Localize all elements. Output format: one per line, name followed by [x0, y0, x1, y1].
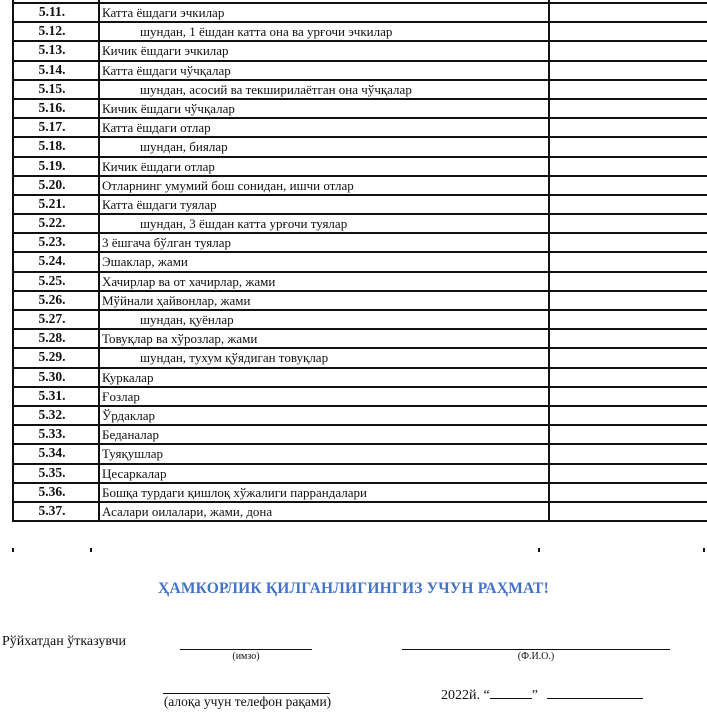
row-value-field[interactable]: [549, 502, 707, 521]
row-value-field[interactable]: [549, 291, 707, 310]
row-value-field[interactable]: [549, 137, 707, 156]
table-tail-lines: [12, 548, 705, 552]
row-value-field[interactable]: [549, 80, 707, 99]
table-row: [13, 272, 707, 291]
table-row: [13, 195, 707, 214]
table-row: [13, 483, 707, 502]
row-value-field[interactable]: [549, 406, 707, 425]
row-label: Беданалар: [99, 425, 549, 444]
table-row: [13, 291, 707, 310]
row-label: 3 ёшгача бўлган туялар: [99, 233, 549, 252]
row-label: Кичик ёшдаги отлар: [99, 157, 549, 176]
row-value-field[interactable]: [549, 483, 707, 502]
row-value-field[interactable]: [549, 252, 707, 271]
row-number: 5.31.: [13, 387, 99, 406]
table-tail-line: [703, 548, 705, 552]
table-row: [13, 444, 707, 463]
row-number: 5.17.: [13, 118, 99, 137]
table-tail-line: [90, 548, 92, 552]
thank-you-heading: ҲАМКОРЛИК ҚИЛГАНЛИГИНГИЗ УЧУН РАҲМАТ!: [158, 580, 549, 597]
table-row: [13, 348, 707, 367]
row-number: 5.29.: [13, 348, 99, 367]
signature-caption: (имзо): [232, 651, 260, 662]
row-number: 5.32.: [13, 406, 99, 425]
table-row: [13, 99, 707, 118]
row-number: 5.24.: [13, 252, 99, 271]
row-label: Катта ёшдаги отлар: [99, 118, 549, 137]
table-row: [13, 387, 707, 406]
row-label: Туяқушлар: [99, 444, 549, 463]
row-label: Кичик ёшдаги эчкилар: [99, 41, 549, 60]
row-value-field[interactable]: [549, 348, 707, 367]
row-value-field[interactable]: [549, 214, 707, 233]
table-row: [13, 80, 707, 99]
registrar-label: Рўйхатдан ўтказувчи: [2, 634, 126, 649]
row-number: 5.19.: [13, 157, 99, 176]
row-number: 5.18.: [13, 137, 99, 156]
table-row: [13, 214, 707, 233]
signature-line[interactable]: [180, 649, 312, 650]
row-value-field[interactable]: [549, 425, 707, 444]
row-number: 5.21.: [13, 195, 99, 214]
row-number: 5.15.: [13, 80, 99, 99]
row-number: 5.30.: [13, 368, 99, 387]
table-row: [13, 137, 707, 156]
phone-caption: (алоқа учун телефон рақами): [163, 694, 332, 709]
row-label: шундан, 3 ёшдан катта урғочи туялар: [99, 214, 549, 233]
row-value-field[interactable]: [549, 118, 707, 137]
row-value-field[interactable]: [549, 41, 707, 60]
table-body: [13, 0, 707, 521]
table-row: [13, 157, 707, 176]
row-label: Ўрдаклар: [99, 406, 549, 425]
row-value-field[interactable]: [549, 176, 707, 195]
table-row: [13, 310, 707, 329]
row-value-field[interactable]: [549, 195, 707, 214]
row-label: шундан, асосий ва текширилаётган она чўчқалар: [99, 80, 549, 99]
row-number: 5.33.: [13, 425, 99, 444]
livestock-survey-table: [12, 0, 705, 522]
row-label: Хачирлар ва от хачирлар, жами: [99, 272, 549, 291]
table-row: [13, 41, 707, 60]
date-quote-close: ”: [531, 688, 538, 703]
row-label: Катта ёшдаги эчкилар: [99, 3, 549, 22]
table-row: [13, 425, 707, 444]
date-prefix: 2022й. “: [441, 688, 490, 703]
table-row: [13, 3, 707, 22]
table-tail-line: [538, 548, 540, 552]
row-number: 5.13.: [13, 41, 99, 60]
row-value-field[interactable]: [549, 368, 707, 387]
date-month-blank[interactable]: [547, 686, 643, 699]
row-number: 5.11.: [13, 3, 99, 22]
row-label: Катта ёшдаги чўчқалар: [99, 61, 549, 80]
row-value-field[interactable]: [549, 387, 707, 406]
row-number: 5.34.: [13, 444, 99, 463]
table-row: [13, 464, 707, 483]
row-value-field[interactable]: [549, 272, 707, 291]
row-label: Катта ёшдаги туялар: [99, 195, 549, 214]
row-label: шундан, 1 ёшдан катта она ва урғочи эчкилар: [99, 22, 549, 41]
row-value-field[interactable]: [549, 99, 707, 118]
row-number: 5.25.: [13, 272, 99, 291]
row-value-field[interactable]: [549, 310, 707, 329]
row-number: 5.14.: [13, 61, 99, 80]
row-label: Эшаклар, жами: [99, 252, 549, 271]
full-name-line[interactable]: [402, 649, 670, 650]
table-row: [13, 329, 707, 348]
table-row: [13, 22, 707, 41]
row-number: 5.20.: [13, 176, 99, 195]
row-value-field[interactable]: [549, 61, 707, 80]
survey-table: [12, 0, 707, 522]
row-number: 5.35.: [13, 464, 99, 483]
table-row: [13, 406, 707, 425]
row-label: шундан, қуёнлар: [99, 310, 549, 329]
table-row: [13, 118, 707, 137]
row-label: Отларнинг умумий бош сонидан, ишчи отлар: [99, 176, 549, 195]
date-day-blank[interactable]: [490, 686, 532, 699]
row-value-field[interactable]: [549, 233, 707, 252]
row-label: Бошқа турдаги қишлоқ хўжалиги паррандалари: [99, 483, 549, 502]
row-label: шундан, тухум қўядиган товуқлар: [99, 348, 549, 367]
row-label: Куркалар: [99, 368, 549, 387]
row-number: 5.22.: [13, 214, 99, 233]
row-number: 5.37.: [13, 502, 99, 521]
row-label: Асалари оилалари, жами, дона: [99, 502, 549, 521]
row-value-field[interactable]: [549, 3, 707, 22]
full-name-caption: (Ф.И.О.): [517, 651, 555, 662]
row-value-field[interactable]: [549, 444, 707, 463]
row-label: Ғозлар: [99, 387, 549, 406]
row-value-field[interactable]: [549, 329, 707, 348]
row-value-field[interactable]: [549, 464, 707, 483]
row-label: Кичик ёшдаги чўчқалар: [99, 99, 549, 118]
row-number: 5.36.: [13, 483, 99, 502]
row-number: 5.12.: [13, 22, 99, 41]
table-row: [13, 61, 707, 80]
table-row: [13, 252, 707, 271]
row-number: 5.28.: [13, 329, 99, 348]
row-number: 5.27.: [13, 310, 99, 329]
date-field: [441, 686, 643, 704]
row-label: шундан, биялар: [99, 137, 549, 156]
table-row: [13, 368, 707, 387]
row-label: Товуқлар ва хўрозлар, жами: [99, 329, 549, 348]
row-value-field[interactable]: [549, 22, 707, 41]
row-number: 5.23.: [13, 233, 99, 252]
row-number: 5.16.: [13, 99, 99, 118]
row-label: Мўйнали ҳайвонлар, жами: [99, 291, 549, 310]
row-value-field[interactable]: [549, 157, 707, 176]
row-label: Цесаркалар: [99, 464, 549, 483]
row-number: 5.26.: [13, 291, 99, 310]
table-tail-line: [12, 548, 14, 552]
table-row: [13, 176, 707, 195]
table-row: [13, 502, 707, 521]
table-row: [13, 233, 707, 252]
